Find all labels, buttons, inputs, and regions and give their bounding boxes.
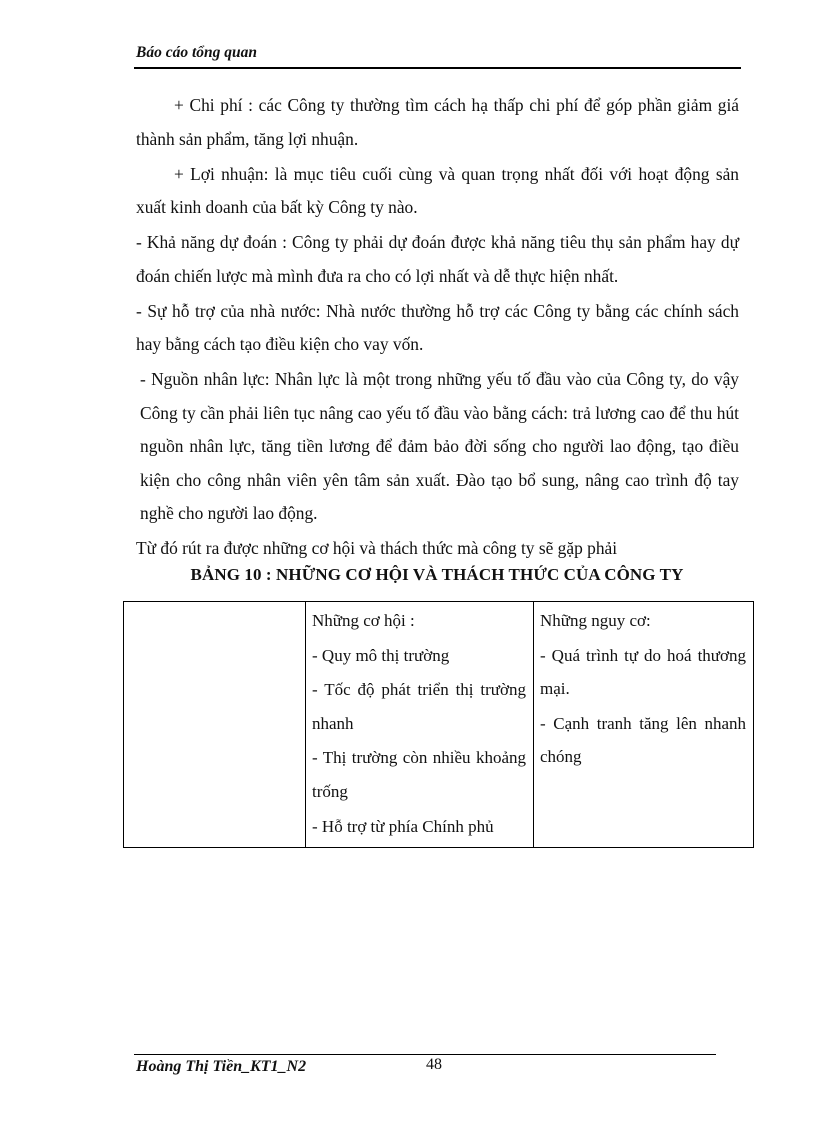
threats-cell (534, 602, 754, 848)
opportunity-item: - Quy mô thị trường (312, 645, 450, 665)
threat-item: - Quá trình tự do hoá thương mại. (540, 645, 746, 699)
table-row (124, 602, 754, 848)
paragraph-forecast: - Khả năng dự đoán : Công ty phải dự đoán được khả năng tiêu thụ sản phẩm hay dự đoán chiến lược mà mình đưa ra cho có lợi nhất và dễ thực hiện nhất. (136, 232, 739, 286)
threat-item: - Cạnh tranh tăng lên nhanh chóng (540, 713, 746, 767)
page-number: 48 (426, 1056, 442, 1073)
opportunity-item: - Thị trường còn nhiều khoảng trống (312, 748, 526, 801)
table-title: BẢNG 10 : NHỮNG CƠ HỘI VÀ THÁCH THỨC CỦA CÔNG TY (190, 565, 684, 584)
table-cell-empty (124, 602, 306, 848)
paragraph-conclusion: Từ đó rút ra được những cơ hội và thách thức mà công ty sẽ gặp phải (136, 538, 618, 558)
opportunities-cell (306, 602, 534, 848)
paragraph-profit: + Lợi nhuận: là mục tiêu cuối cùng và quan trọng nhất đối với hoạt động sản xuất kinh doanh của bất kỳ Công ty nào. (136, 163, 739, 217)
threats-heading: Những nguy cơ: (540, 611, 651, 630)
footer-author: Hoàng Thị Tiền_KT1_N2 (136, 1058, 307, 1075)
page-header-title: Báo cáo tổng quan (136, 44, 258, 61)
body-text (136, 89, 739, 567)
opportunity-item: - Hỗ trợ từ phía Chính phủ (312, 816, 494, 836)
footer-divider (134, 1054, 716, 1055)
paragraph-cost: + Chi phí : các Công ty thường tìm cách hạ thấp chi phí để góp phần giảm giá thành sản phẩm, tăng lợi nhuận. (136, 95, 739, 149)
header-divider (134, 67, 741, 69)
opportunities-heading: Những cơ hội : (312, 611, 415, 630)
opportunity-item: - Tốc độ phát triển thị trường nhanh (312, 680, 526, 733)
opportunities-threats-table (123, 601, 754, 848)
paragraph-state-support: - Sự hỗ trợ của nhà nước: Nhà nước thường hỗ trợ các Công ty bằng các chính sách hay bằng cách tạo điều kiện cho vay vốn. (136, 300, 739, 354)
paragraph-human-resources: - Nguồn nhân lực: Nhân lực là một trong những yếu tố đầu vào của Công ty, do vậy Công ty cần phải liên tục nâng cao yếu tố đầu vào bằng cách: trả lương cao để thu hút nguồn nhân lực, tăng tiền lương để đảm bảo đời sống cho người lao động, tạo điều kiện cho công nhân viên yên tâm sản xuất. Đào tạo bổ sung, nâng cao trình độ tay nghề cho người lao động. (140, 369, 739, 523)
